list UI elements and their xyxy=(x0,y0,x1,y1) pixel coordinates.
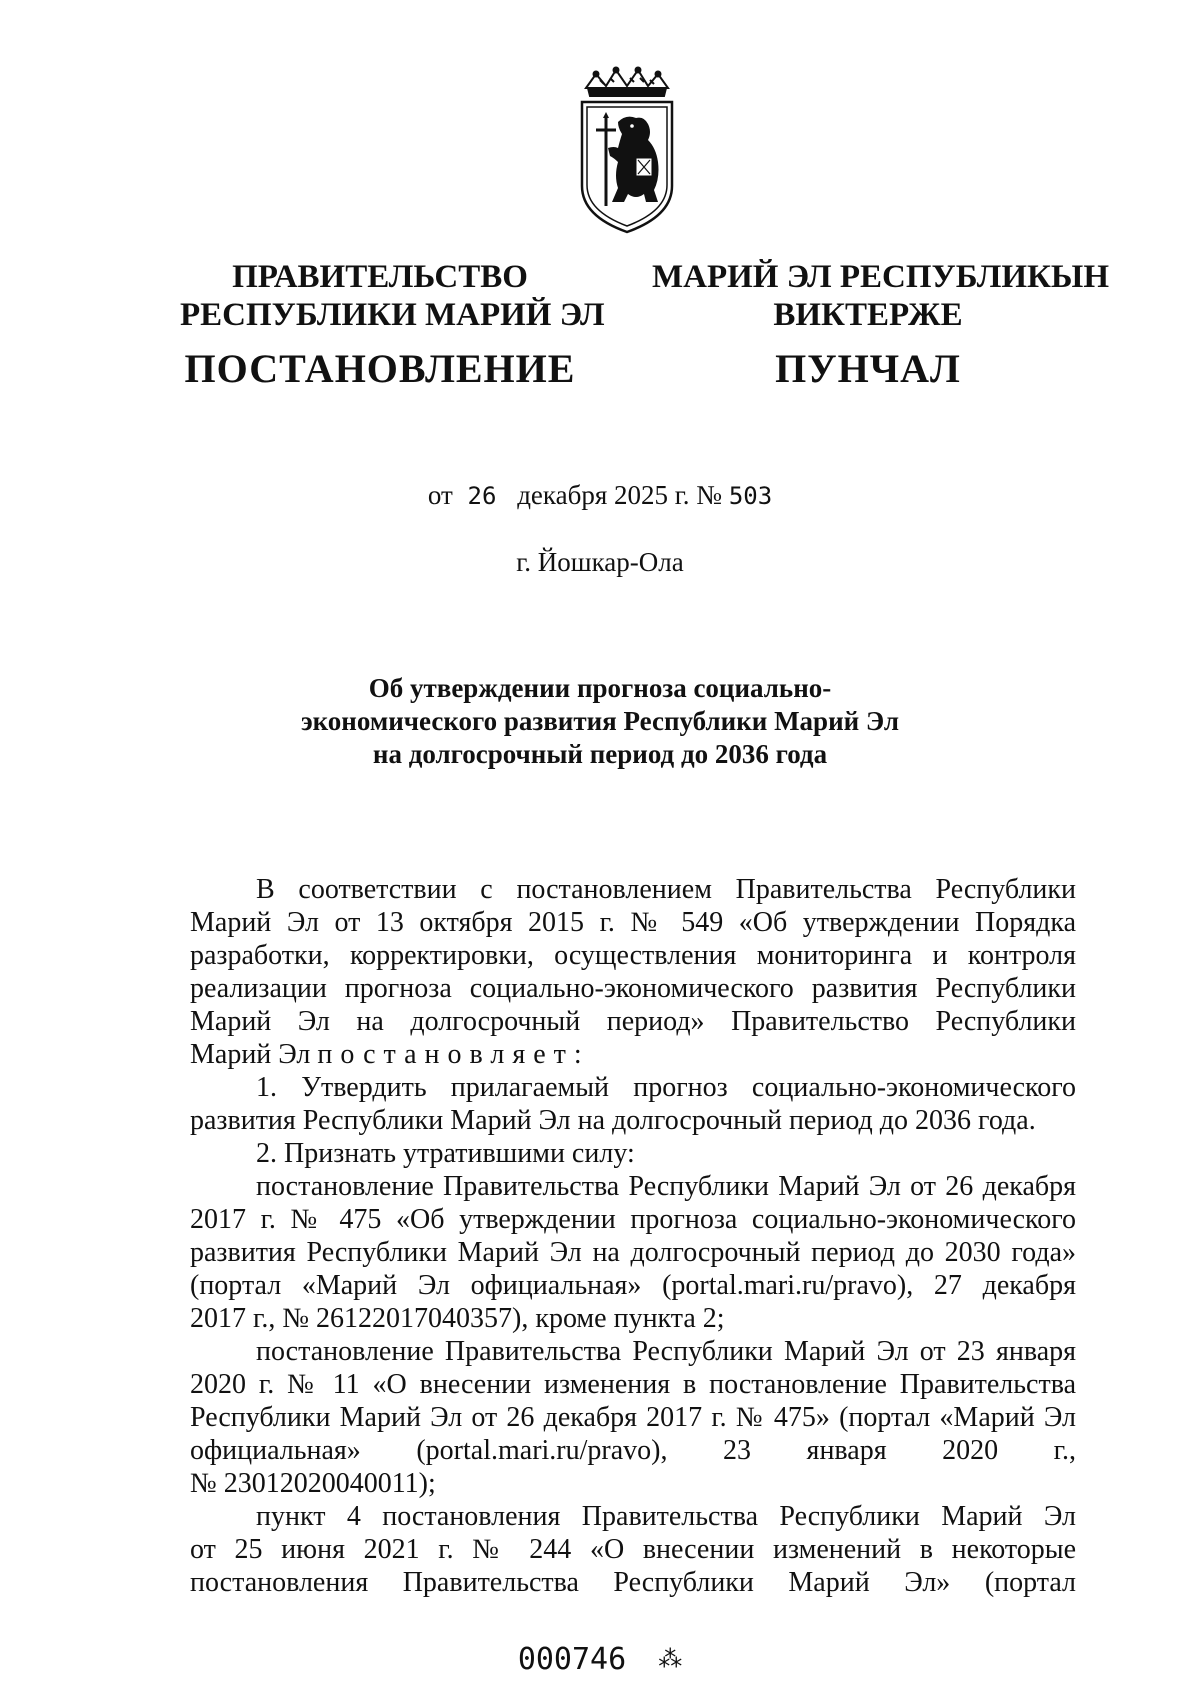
title-line: экономического развития Республики Марий Эл xyxy=(300,706,900,736)
header-right-line1: МАРИЙ ЭЛ РЕСПУБЛИКЫН xyxy=(652,259,1110,295)
body-line: (портал «Марий Эл официальная» (portal.mari.ru/pravo), 27 декабря xyxy=(190,1270,1076,1301)
body-line: 2. Признать утратившими силу: xyxy=(256,1138,635,1169)
body-line: постановления Правительства Республики Марий Эл» (портал xyxy=(190,1567,1076,1598)
place: г. Йошкар-Ола xyxy=(516,547,684,577)
header-left-doc-type: ПОСТАНОВЛЕНИЕ xyxy=(184,346,576,391)
body-line: № 23012020040011); xyxy=(190,1468,436,1499)
header-right-doc-type: ПУНЧАЛ xyxy=(775,346,961,391)
header-left xyxy=(180,258,605,392)
body-line: постановление Правительства Республики Марий Эл от 23 января xyxy=(256,1336,1076,1367)
body-line: официальная» (portal.mari.ru/pravo), 23 января 2020 г., xyxy=(190,1435,1076,1466)
body-line: 2020 г. № 11 «О внесении изменения в постановление Правительства xyxy=(190,1369,1076,1400)
document-title xyxy=(250,672,950,771)
date-prefix: от xyxy=(427,480,453,510)
footer xyxy=(0,1642,1200,1677)
header-right xyxy=(652,258,1110,392)
date-line xyxy=(0,480,1200,511)
body-line: 2017 г. № 475 «Об утверждении прогноза социально-экономического xyxy=(190,1204,1076,1235)
header-left-line2: РЕСПУБЛИКИ МАРИЙ ЭЛ xyxy=(180,297,605,333)
body-line: от 25 июня 2021 г. № 244 «О внесении изменений в некоторые xyxy=(190,1534,1076,1565)
body-text: Марий Эл xyxy=(190,1039,311,1070)
body-line: Республики Марий Эл от 26 декабря 2017 г. № 475» (портал «Марий Эл xyxy=(190,1402,1076,1433)
coat-of-arms-icon xyxy=(574,66,680,236)
body-line: разработки, корректировки, осуществления мониторинга и контроля xyxy=(190,940,1076,971)
document-body xyxy=(190,873,1076,1599)
header-right-line2: ВИКТЕРЖЕ xyxy=(773,297,963,333)
body-line: В соответствии с постановлением Правительства Республики xyxy=(256,874,1076,905)
title-line: на долгосрочный период до 2036 года xyxy=(372,739,828,769)
title-line: Об утверждении прогноза социально- xyxy=(368,673,832,703)
body-line: 1. Утвердить прилагаемый прогноз социально-экономического xyxy=(256,1072,1076,1103)
body-line: реализации прогноза социально-экономического развития Республики xyxy=(190,973,1076,1004)
body-line: Марий Эл на долгосрочный период» Правительство Республики xyxy=(190,1006,1076,1037)
date-day: 26 xyxy=(467,482,497,510)
date-month-year: декабря 2025 г. № xyxy=(517,480,723,510)
body-line: 2017 г., № 26122017040357), кроме пункта 2; xyxy=(190,1303,725,1334)
document-number: 503 xyxy=(728,482,773,510)
body-line: развития Республики Марий Эл на долгосрочный период до 2036 года. xyxy=(190,1105,1036,1136)
body-line xyxy=(190,1038,1076,1071)
asterism-icon: ⁂ xyxy=(658,1645,683,1673)
header-left-line1: ПРАВИТЕЛЬСТВО xyxy=(232,259,528,295)
body-line: развития Республики Марий Эл на долгосрочный период до 2030 года» xyxy=(190,1237,1076,1268)
body-line: Марий Эл от 13 октября 2015 г. № 549 «Об утверждении Порядка xyxy=(190,907,1076,938)
body-line: постановление Правительства Республики Марий Эл от 26 декабря xyxy=(256,1171,1076,1202)
serial-number: 000746 xyxy=(517,1642,627,1677)
body-line: пункт 4 постановления Правительства Республики Марий Эл xyxy=(256,1501,1076,1532)
resolution-word: постановляет: xyxy=(317,1039,590,1070)
